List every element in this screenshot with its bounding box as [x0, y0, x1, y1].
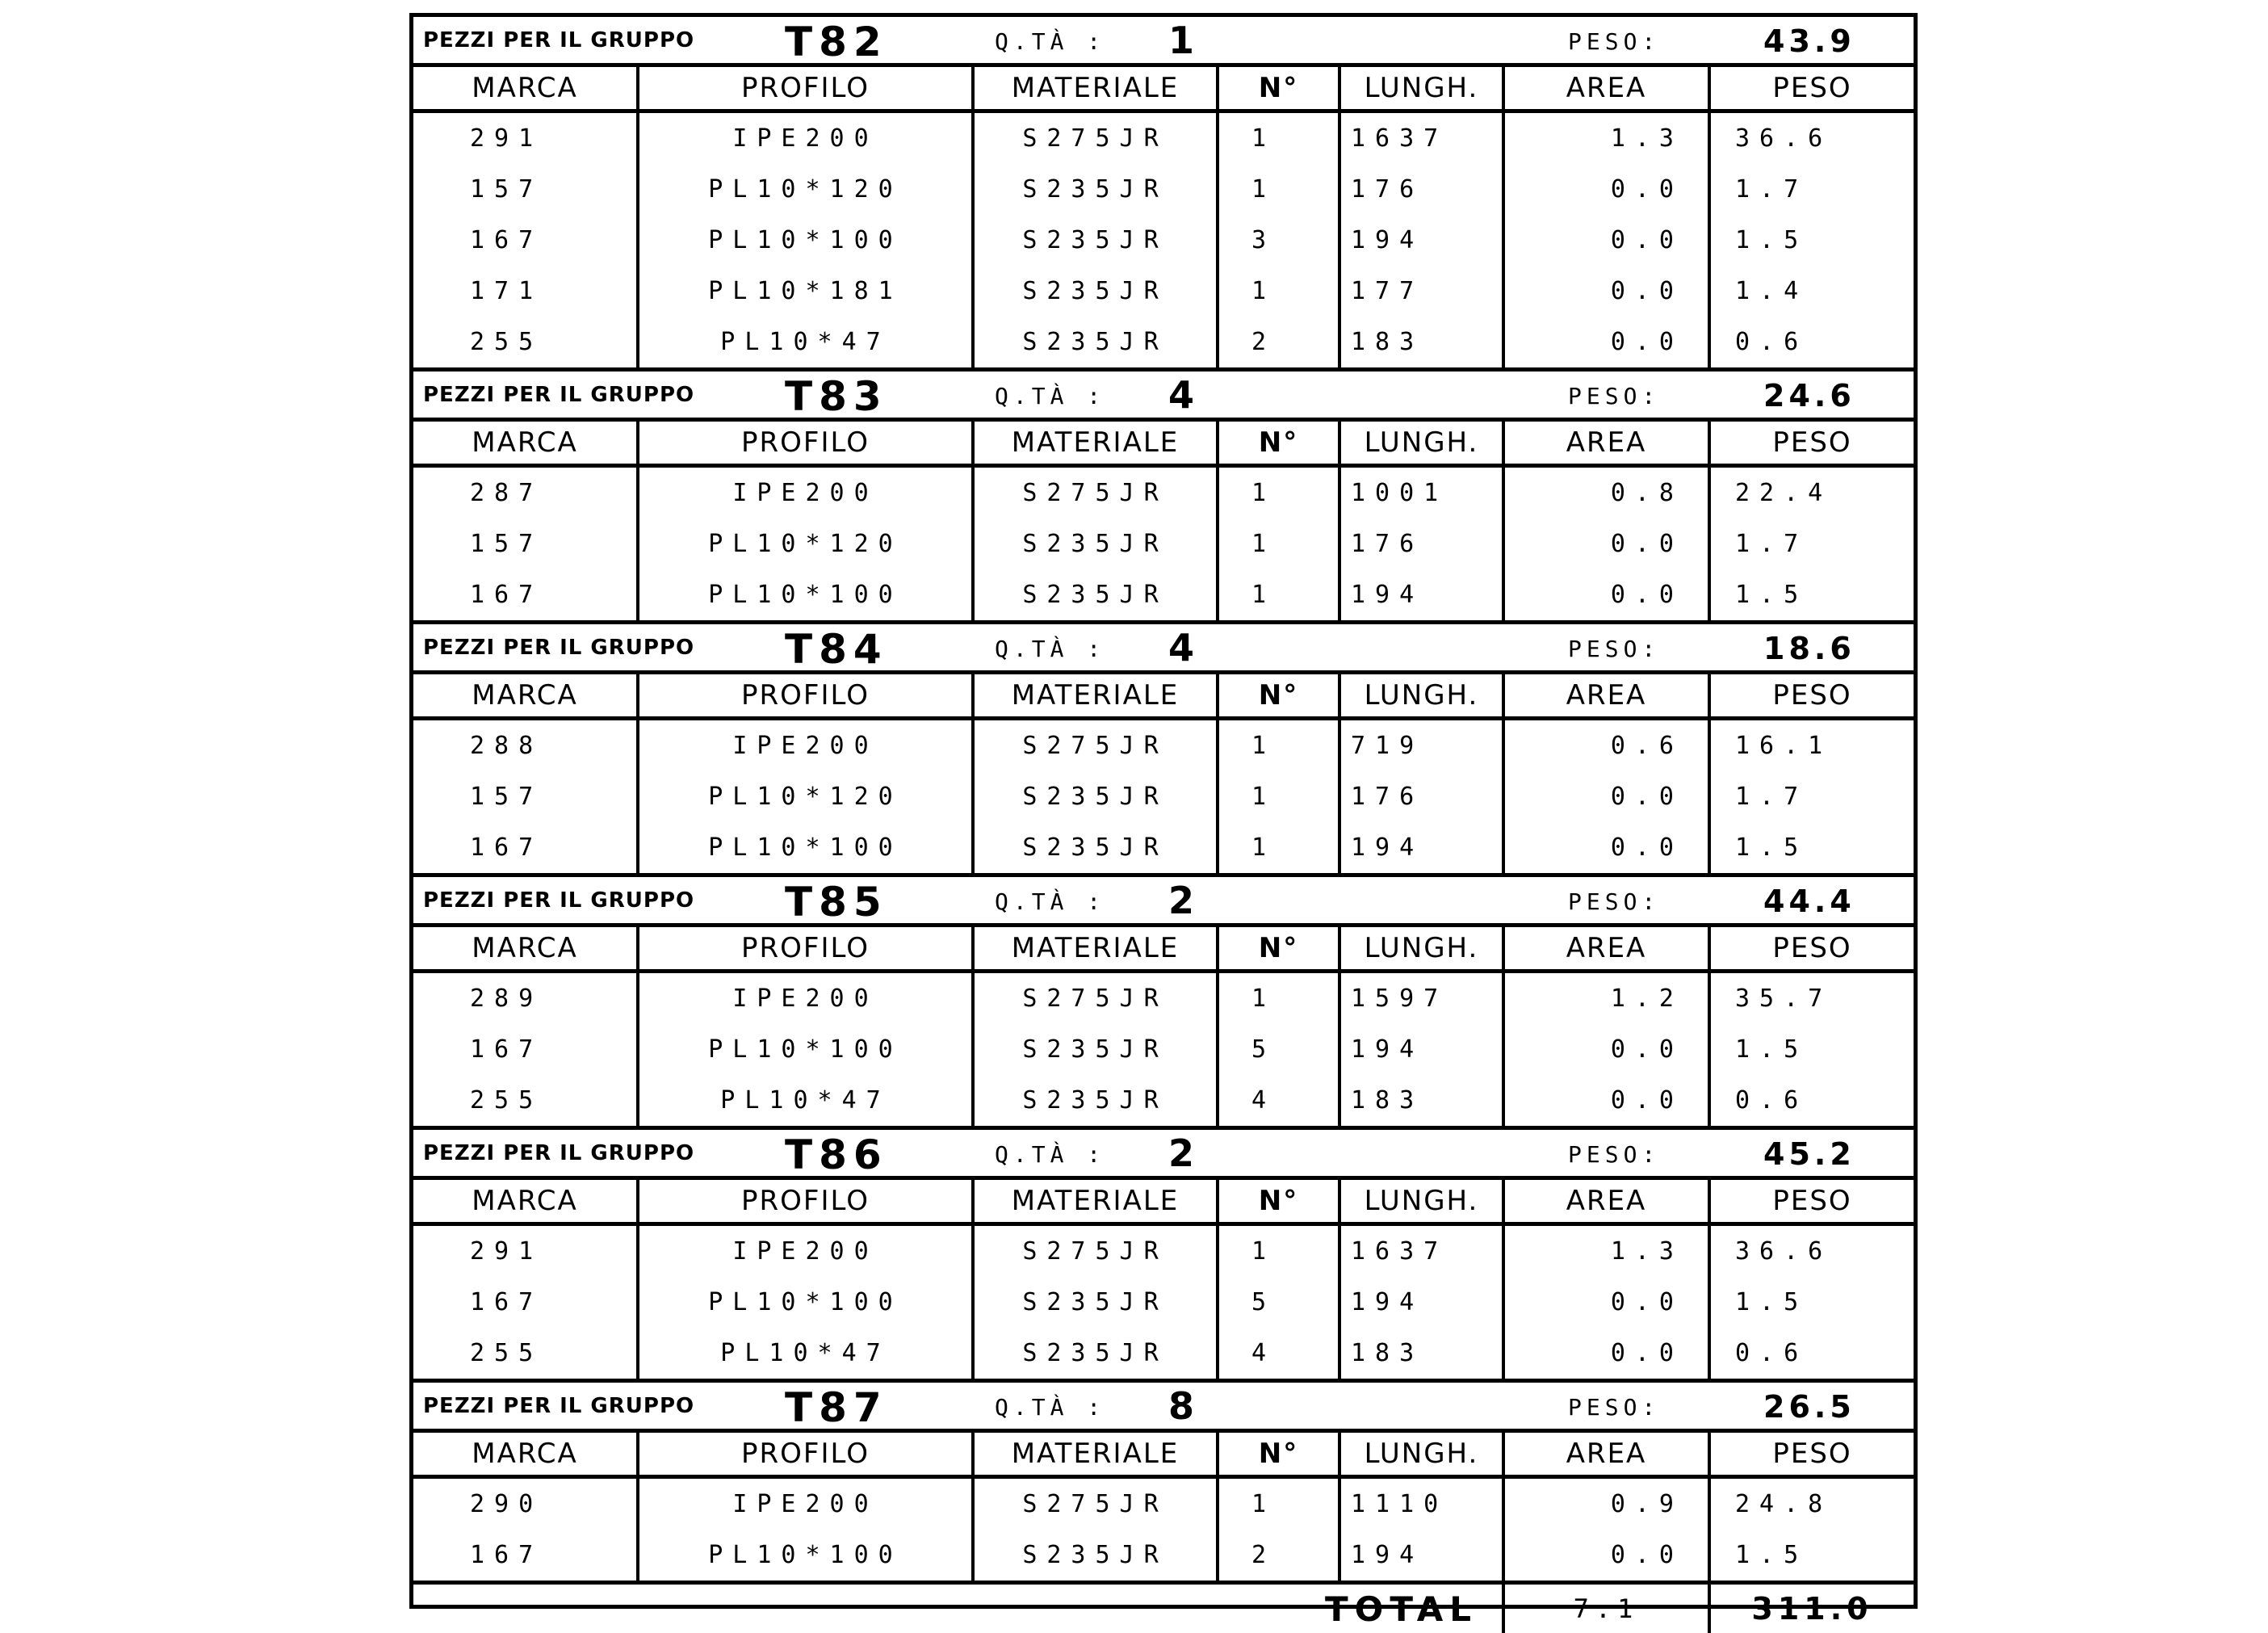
column-header-materiale: MATERIALE: [973, 1431, 1218, 1477]
cell-materiale: S275JR: [973, 466, 1218, 519]
cell-n: 3: [1218, 215, 1339, 266]
group-peso: 44.4: [1763, 884, 1855, 919]
cell-materiale: S275JR: [973, 1477, 1218, 1530]
cell-profilo: PL10*120: [638, 518, 973, 569]
table-row: [413, 1277, 1914, 1328]
total-area: 7.1: [1503, 1583, 1709, 1633]
cell-materiale: S235JR: [973, 1530, 1218, 1583]
table-row: [413, 771, 1914, 822]
cell-lungh: 194: [1339, 569, 1503, 623]
cell-lungh: 1637: [1339, 111, 1503, 165]
group-qta: 4: [1168, 373, 1194, 417]
cell-lungh: 1597: [1339, 972, 1503, 1025]
cell-peso: 1.5: [1709, 215, 1914, 266]
column-header-lungh: LUNGH.: [1339, 420, 1503, 466]
qta-label: Q.TÀ :: [995, 888, 1105, 915]
cell-marca: 288: [413, 719, 638, 772]
group-qta: 1: [1168, 19, 1194, 62]
cell-area: 0.0: [1503, 164, 1709, 215]
column-header-n: N°: [1218, 1178, 1339, 1224]
group-qta: 2: [1168, 1131, 1194, 1175]
parts-table-body: [413, 17, 1914, 1633]
cell-marca: 290: [413, 1477, 638, 1530]
column-header-profilo: PROFILO: [638, 673, 973, 719]
cell-area: 0.0: [1503, 518, 1709, 569]
cell-materiale: S235JR: [973, 164, 1218, 215]
cell-peso: 1.5: [1709, 822, 1914, 875]
column-header-profilo: PROFILO: [638, 420, 973, 466]
cell-marca: 157: [413, 518, 638, 569]
peso-label: PESO:: [1568, 383, 1660, 409]
cell-materiale: S235JR: [973, 317, 1218, 370]
cell-lungh: 1110: [1339, 1477, 1503, 1530]
cell-materiale: S235JR: [973, 518, 1218, 569]
cell-n: 1: [1218, 719, 1339, 772]
group-peso: 43.9: [1763, 23, 1855, 59]
total-row: [413, 1583, 1914, 1633]
column-header-lungh: LUNGH.: [1339, 926, 1503, 972]
qta-label: Q.TÀ :: [995, 1394, 1105, 1421]
cell-materiale: S235JR: [973, 266, 1218, 317]
cell-area: 0.0: [1503, 1024, 1709, 1075]
cell-lungh: 194: [1339, 1277, 1503, 1328]
group-qta: 8: [1168, 1384, 1194, 1428]
column-header-marca: MARCA: [413, 926, 638, 972]
column-header-profilo: PROFILO: [638, 1178, 973, 1224]
group-name: T83: [785, 373, 888, 420]
column-header-area: AREA: [1503, 1178, 1709, 1224]
group-title-cell: [413, 1381, 1914, 1431]
cell-n: 1: [1218, 1224, 1339, 1278]
cell-peso: 35.7: [1709, 972, 1914, 1025]
cell-n: 1: [1218, 569, 1339, 623]
cell-materiale: S235JR: [973, 1328, 1218, 1381]
cell-area: 0.8: [1503, 466, 1709, 519]
group-prefix-label: PEZZI PER IL GRUPPO: [423, 636, 694, 660]
column-header-marca: MARCA: [413, 420, 638, 466]
cell-area: 1.3: [1503, 111, 1709, 165]
cell-n: 5: [1218, 1024, 1339, 1075]
cell-marca: 255: [413, 1328, 638, 1381]
cell-marca: 255: [413, 1075, 638, 1128]
cell-lungh: 183: [1339, 1328, 1503, 1381]
cell-marca: 167: [413, 569, 638, 623]
column-header-area: AREA: [1503, 673, 1709, 719]
table-row: [413, 569, 1914, 623]
cell-marca: 291: [413, 1224, 638, 1278]
group-title-cell: [413, 875, 1914, 926]
table-row: [413, 1024, 1914, 1075]
table-row: [413, 1530, 1914, 1583]
table-row: [413, 1477, 1914, 1530]
cell-lungh: 194: [1339, 1024, 1503, 1075]
column-header-peso: PESO: [1709, 926, 1914, 972]
column-header-area: AREA: [1503, 65, 1709, 111]
column-header-n: N°: [1218, 673, 1339, 719]
table-row: [413, 317, 1914, 370]
cell-n: 2: [1218, 1530, 1339, 1583]
cell-area: 1.2: [1503, 972, 1709, 1025]
group-title-row: [413, 1381, 1914, 1431]
cell-lungh: 176: [1339, 771, 1503, 822]
column-header-area: AREA: [1503, 1431, 1709, 1477]
group-qta: 2: [1168, 879, 1194, 922]
column-header-lungh: LUNGH.: [1339, 1431, 1503, 1477]
cell-n: 1: [1218, 111, 1339, 165]
column-header-row: [413, 926, 1914, 972]
column-header-row: [413, 673, 1914, 719]
group-title-cell: [413, 1128, 1914, 1178]
peso-label: PESO:: [1568, 1141, 1660, 1168]
parts-table: [413, 17, 1914, 1633]
cell-materiale: S275JR: [973, 719, 1218, 772]
cell-profilo: IPE200: [638, 1477, 973, 1530]
table-row: [413, 466, 1914, 519]
cell-marca: 157: [413, 164, 638, 215]
cell-peso: 1.5: [1709, 1277, 1914, 1328]
column-header-row: [413, 420, 1914, 466]
column-header-area: AREA: [1503, 420, 1709, 466]
group-peso: 26.5: [1763, 1389, 1855, 1425]
group-name: T82: [785, 19, 888, 65]
cell-lungh: 176: [1339, 518, 1503, 569]
cell-profilo: PL10*47: [638, 1075, 973, 1128]
table-row: [413, 1224, 1914, 1278]
table-row: [413, 266, 1914, 317]
cell-area: 1.3: [1503, 1224, 1709, 1278]
cell-peso: 16.1: [1709, 719, 1914, 772]
group-prefix-label: PEZZI PER IL GRUPPO: [423, 28, 694, 52]
cell-profilo: PL10*120: [638, 771, 973, 822]
column-header-n: N°: [1218, 65, 1339, 111]
cell-n: 1: [1218, 266, 1339, 317]
cell-profilo: IPE200: [638, 466, 973, 519]
cell-marca: 289: [413, 972, 638, 1025]
group-peso: 18.6: [1763, 631, 1855, 666]
peso-label: PESO:: [1568, 888, 1660, 915]
group-prefix-label: PEZZI PER IL GRUPPO: [423, 888, 694, 913]
column-header-marca: MARCA: [413, 1431, 638, 1477]
cell-materiale: S275JR: [973, 1224, 1218, 1278]
column-header-n: N°: [1218, 926, 1339, 972]
cell-lungh: 177: [1339, 266, 1503, 317]
cell-n: 4: [1218, 1075, 1339, 1128]
cell-area: 0.0: [1503, 1328, 1709, 1381]
column-header-profilo: PROFILO: [638, 926, 973, 972]
cell-peso: 0.6: [1709, 1075, 1914, 1128]
cell-n: 1: [1218, 771, 1339, 822]
cell-profilo: PL10*100: [638, 1024, 973, 1075]
cell-profilo: IPE200: [638, 1224, 973, 1278]
peso-label: PESO:: [1568, 28, 1660, 55]
cell-lungh: 719: [1339, 719, 1503, 772]
cell-area: 0.0: [1503, 1277, 1709, 1328]
column-header-lungh: LUNGH.: [1339, 673, 1503, 719]
table-row: [413, 1075, 1914, 1128]
table-row: [413, 972, 1914, 1025]
group-title-row: [413, 17, 1914, 65]
table-row: [413, 518, 1914, 569]
cell-lungh: 1637: [1339, 1224, 1503, 1278]
cell-marca: 255: [413, 317, 638, 370]
cell-peso: 1.5: [1709, 1530, 1914, 1583]
cell-area: 0.0: [1503, 215, 1709, 266]
group-title-cell: [413, 17, 1914, 65]
group-prefix-label: PEZZI PER IL GRUPPO: [423, 383, 694, 407]
cell-marca: 167: [413, 1530, 638, 1583]
cell-peso: 1.7: [1709, 771, 1914, 822]
group-peso: 45.2: [1763, 1136, 1855, 1172]
group-title-cell: [413, 370, 1914, 420]
qta-label: Q.TÀ :: [995, 28, 1105, 55]
group-peso: 24.6: [1763, 378, 1855, 413]
cell-peso: 1.5: [1709, 1024, 1914, 1075]
cell-profilo: PL10*120: [638, 164, 973, 215]
column-header-materiale: MATERIALE: [973, 926, 1218, 972]
cell-peso: 1.7: [1709, 518, 1914, 569]
cell-area: 0.0: [1503, 1075, 1709, 1128]
column-header-materiale: MATERIALE: [973, 1178, 1218, 1224]
group-name: T87: [785, 1384, 888, 1431]
cell-peso: 1.4: [1709, 266, 1914, 317]
column-header-row: [413, 65, 1914, 111]
cell-peso: 0.6: [1709, 1328, 1914, 1381]
column-header-materiale: MATERIALE: [973, 65, 1218, 111]
cell-lungh: 183: [1339, 1075, 1503, 1128]
cell-marca: 291: [413, 111, 638, 165]
table-row: [413, 1328, 1914, 1381]
cell-area: 0.0: [1503, 771, 1709, 822]
cell-profilo: IPE200: [638, 972, 973, 1025]
cell-lungh: 176: [1339, 164, 1503, 215]
parts-list-sheet: [409, 13, 1918, 1609]
group-title-row: [413, 370, 1914, 420]
cell-materiale: S235JR: [973, 771, 1218, 822]
qta-label: Q.TÀ :: [995, 636, 1105, 662]
cell-n: 2: [1218, 317, 1339, 370]
cell-profilo: IPE200: [638, 111, 973, 165]
cell-marca: 157: [413, 771, 638, 822]
cell-profilo: PL10*181: [638, 266, 973, 317]
total-label: TOTAL: [413, 1583, 1503, 1633]
cell-materiale: S235JR: [973, 1075, 1218, 1128]
cell-peso: 0.6: [1709, 317, 1914, 370]
cell-n: 4: [1218, 1328, 1339, 1381]
column-header-area: AREA: [1503, 926, 1709, 972]
group-name: T85: [785, 879, 888, 926]
cell-n: 1: [1218, 164, 1339, 215]
column-header-peso: PESO: [1709, 673, 1914, 719]
cell-area: 0.0: [1503, 822, 1709, 875]
column-header-marca: MARCA: [413, 673, 638, 719]
group-title-row: [413, 623, 1914, 673]
cell-marca: 167: [413, 215, 638, 266]
column-header-marca: MARCA: [413, 65, 638, 111]
cell-profilo: PL10*100: [638, 215, 973, 266]
peso-label: PESO:: [1568, 1394, 1660, 1421]
group-name: T84: [785, 626, 888, 673]
column-header-marca: MARCA: [413, 1178, 638, 1224]
cell-n: 1: [1218, 518, 1339, 569]
column-header-lungh: LUNGH.: [1339, 65, 1503, 111]
group-title-row: [413, 1128, 1914, 1178]
total-peso: 311.0: [1709, 1583, 1914, 1633]
cell-marca: 287: [413, 466, 638, 519]
cell-profilo: PL10*47: [638, 1328, 973, 1381]
cell-peso: 1.7: [1709, 164, 1914, 215]
cell-profilo: PL10*100: [638, 1530, 973, 1583]
cell-materiale: S275JR: [973, 972, 1218, 1025]
cell-marca: 167: [413, 1024, 638, 1075]
cell-area: 0.0: [1503, 317, 1709, 370]
cell-marca: 167: [413, 822, 638, 875]
table-row: [413, 822, 1914, 875]
cell-n: 1: [1218, 466, 1339, 519]
column-header-profilo: PROFILO: [638, 1431, 973, 1477]
column-header-materiale: MATERIALE: [973, 420, 1218, 466]
cell-materiale: S275JR: [973, 111, 1218, 165]
cell-lungh: 194: [1339, 822, 1503, 875]
peso-label: PESO:: [1568, 636, 1660, 662]
cell-materiale: S235JR: [973, 1024, 1218, 1075]
cell-materiale: S235JR: [973, 822, 1218, 875]
group-qta: 4: [1168, 626, 1194, 670]
cell-marca: 171: [413, 266, 638, 317]
cell-area: 0.0: [1503, 1530, 1709, 1583]
cell-n: 1: [1218, 1477, 1339, 1530]
cell-profilo: IPE200: [638, 719, 973, 772]
cell-lungh: 1001: [1339, 466, 1503, 519]
table-row: [413, 215, 1914, 266]
cell-area: 0.0: [1503, 266, 1709, 317]
cell-materiale: S235JR: [973, 1277, 1218, 1328]
column-header-n: N°: [1218, 420, 1339, 466]
group-title-cell: [413, 623, 1914, 673]
cell-peso: 1.5: [1709, 569, 1914, 623]
column-header-peso: PESO: [1709, 1431, 1914, 1477]
cell-n: 1: [1218, 972, 1339, 1025]
cell-peso: 24.8: [1709, 1477, 1914, 1530]
table-row: [413, 164, 1914, 215]
cell-lungh: 194: [1339, 215, 1503, 266]
group-prefix-label: PEZZI PER IL GRUPPO: [423, 1141, 694, 1165]
column-header-profilo: PROFILO: [638, 65, 973, 111]
cell-profilo: PL10*47: [638, 317, 973, 370]
cell-profilo: PL10*100: [638, 569, 973, 623]
cell-n: 1: [1218, 822, 1339, 875]
qta-label: Q.TÀ :: [995, 383, 1105, 409]
table-row: [413, 111, 1914, 165]
group-prefix-label: PEZZI PER IL GRUPPO: [423, 1394, 694, 1418]
cell-area: 0.9: [1503, 1477, 1709, 1530]
cell-lungh: 194: [1339, 1530, 1503, 1583]
cell-marca: 167: [413, 1277, 638, 1328]
column-header-peso: PESO: [1709, 420, 1914, 466]
cell-peso: 36.6: [1709, 111, 1914, 165]
qta-label: Q.TÀ :: [995, 1141, 1105, 1168]
group-name: T86: [785, 1131, 888, 1178]
cell-peso: 22.4: [1709, 466, 1914, 519]
column-header-row: [413, 1178, 1914, 1224]
cell-area: 0.6: [1503, 719, 1709, 772]
cell-lungh: 183: [1339, 317, 1503, 370]
cell-n: 5: [1218, 1277, 1339, 1328]
cell-profilo: PL10*100: [638, 1277, 973, 1328]
column-header-peso: PESO: [1709, 1178, 1914, 1224]
column-header-lungh: LUNGH.: [1339, 1178, 1503, 1224]
table-row: [413, 719, 1914, 772]
cell-area: 0.0: [1503, 569, 1709, 623]
cell-peso: 36.6: [1709, 1224, 1914, 1278]
cell-profilo: PL10*100: [638, 822, 973, 875]
cell-materiale: S235JR: [973, 569, 1218, 623]
group-title-row: [413, 875, 1914, 926]
column-header-materiale: MATERIALE: [973, 673, 1218, 719]
cell-materiale: S235JR: [973, 215, 1218, 266]
column-header-n: N°: [1218, 1431, 1339, 1477]
column-header-peso: PESO: [1709, 65, 1914, 111]
column-header-row: [413, 1431, 1914, 1477]
